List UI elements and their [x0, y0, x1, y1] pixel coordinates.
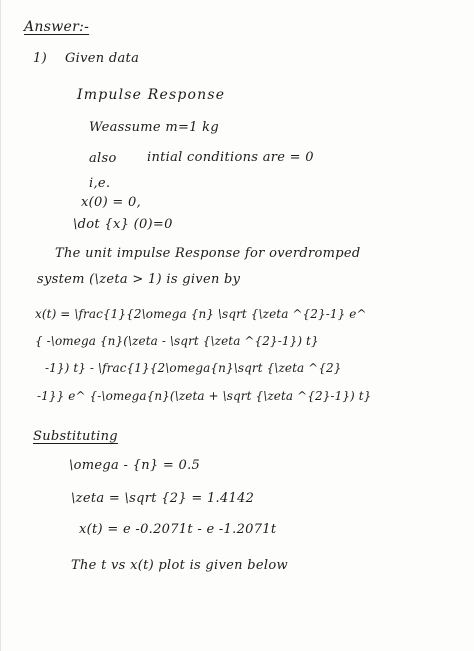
equation-line-1: x(t) = \frac{1}{2\omega {n} \sqrt {\zeta ^{2}-1} e^ — [35, 307, 367, 321]
ie-label: i,e. — [89, 176, 111, 191]
item-number: 1) — [33, 51, 47, 66]
equation-line-2: { -\omega {n}(\zeta - \sqrt {\zeta ^{2}-1}) t} — [35, 334, 319, 348]
given-data-label: Given data — [65, 51, 140, 66]
condition-xdot0: \dot {x} (0)=0 — [73, 217, 173, 232]
equation-line-4: -1}} e^ {-\omega{n}(\zeta + \sqrt {\zeta ^{2}-1}) t} — [37, 389, 372, 403]
substitution-zeta: \zeta = \sqrt {2} = 1.4142 — [71, 491, 255, 506]
also-label: also — [89, 151, 117, 166]
equation-line-3: -1}) t} - \frac{1}{2\omega{n}\sqrt {\zeta ^{2} — [45, 361, 342, 375]
substitution-xt: x(t) = e -0.2071t - e -1.2071t — [79, 522, 277, 537]
closing-statement: The t vs x(t) plot is given below — [71, 558, 288, 573]
section-title: Impulse Response — [77, 87, 226, 103]
substitution-omega: \omega - {n} = 0.5 — [69, 458, 201, 473]
statement-line-1: The unit impulse Response for overdromped — [55, 246, 361, 261]
condition-x0: x(0) = 0, — [81, 195, 142, 210]
substituting-label: Substituting — [33, 429, 118, 444]
statement-line-2: system (\zeta > 1) is given by — [37, 272, 241, 287]
answer-heading: Answer:- — [24, 19, 90, 35]
mass-assumption: Weassume m=1 kg — [89, 120, 219, 135]
initial-conditions: intial conditions are = 0 — [147, 150, 314, 165]
